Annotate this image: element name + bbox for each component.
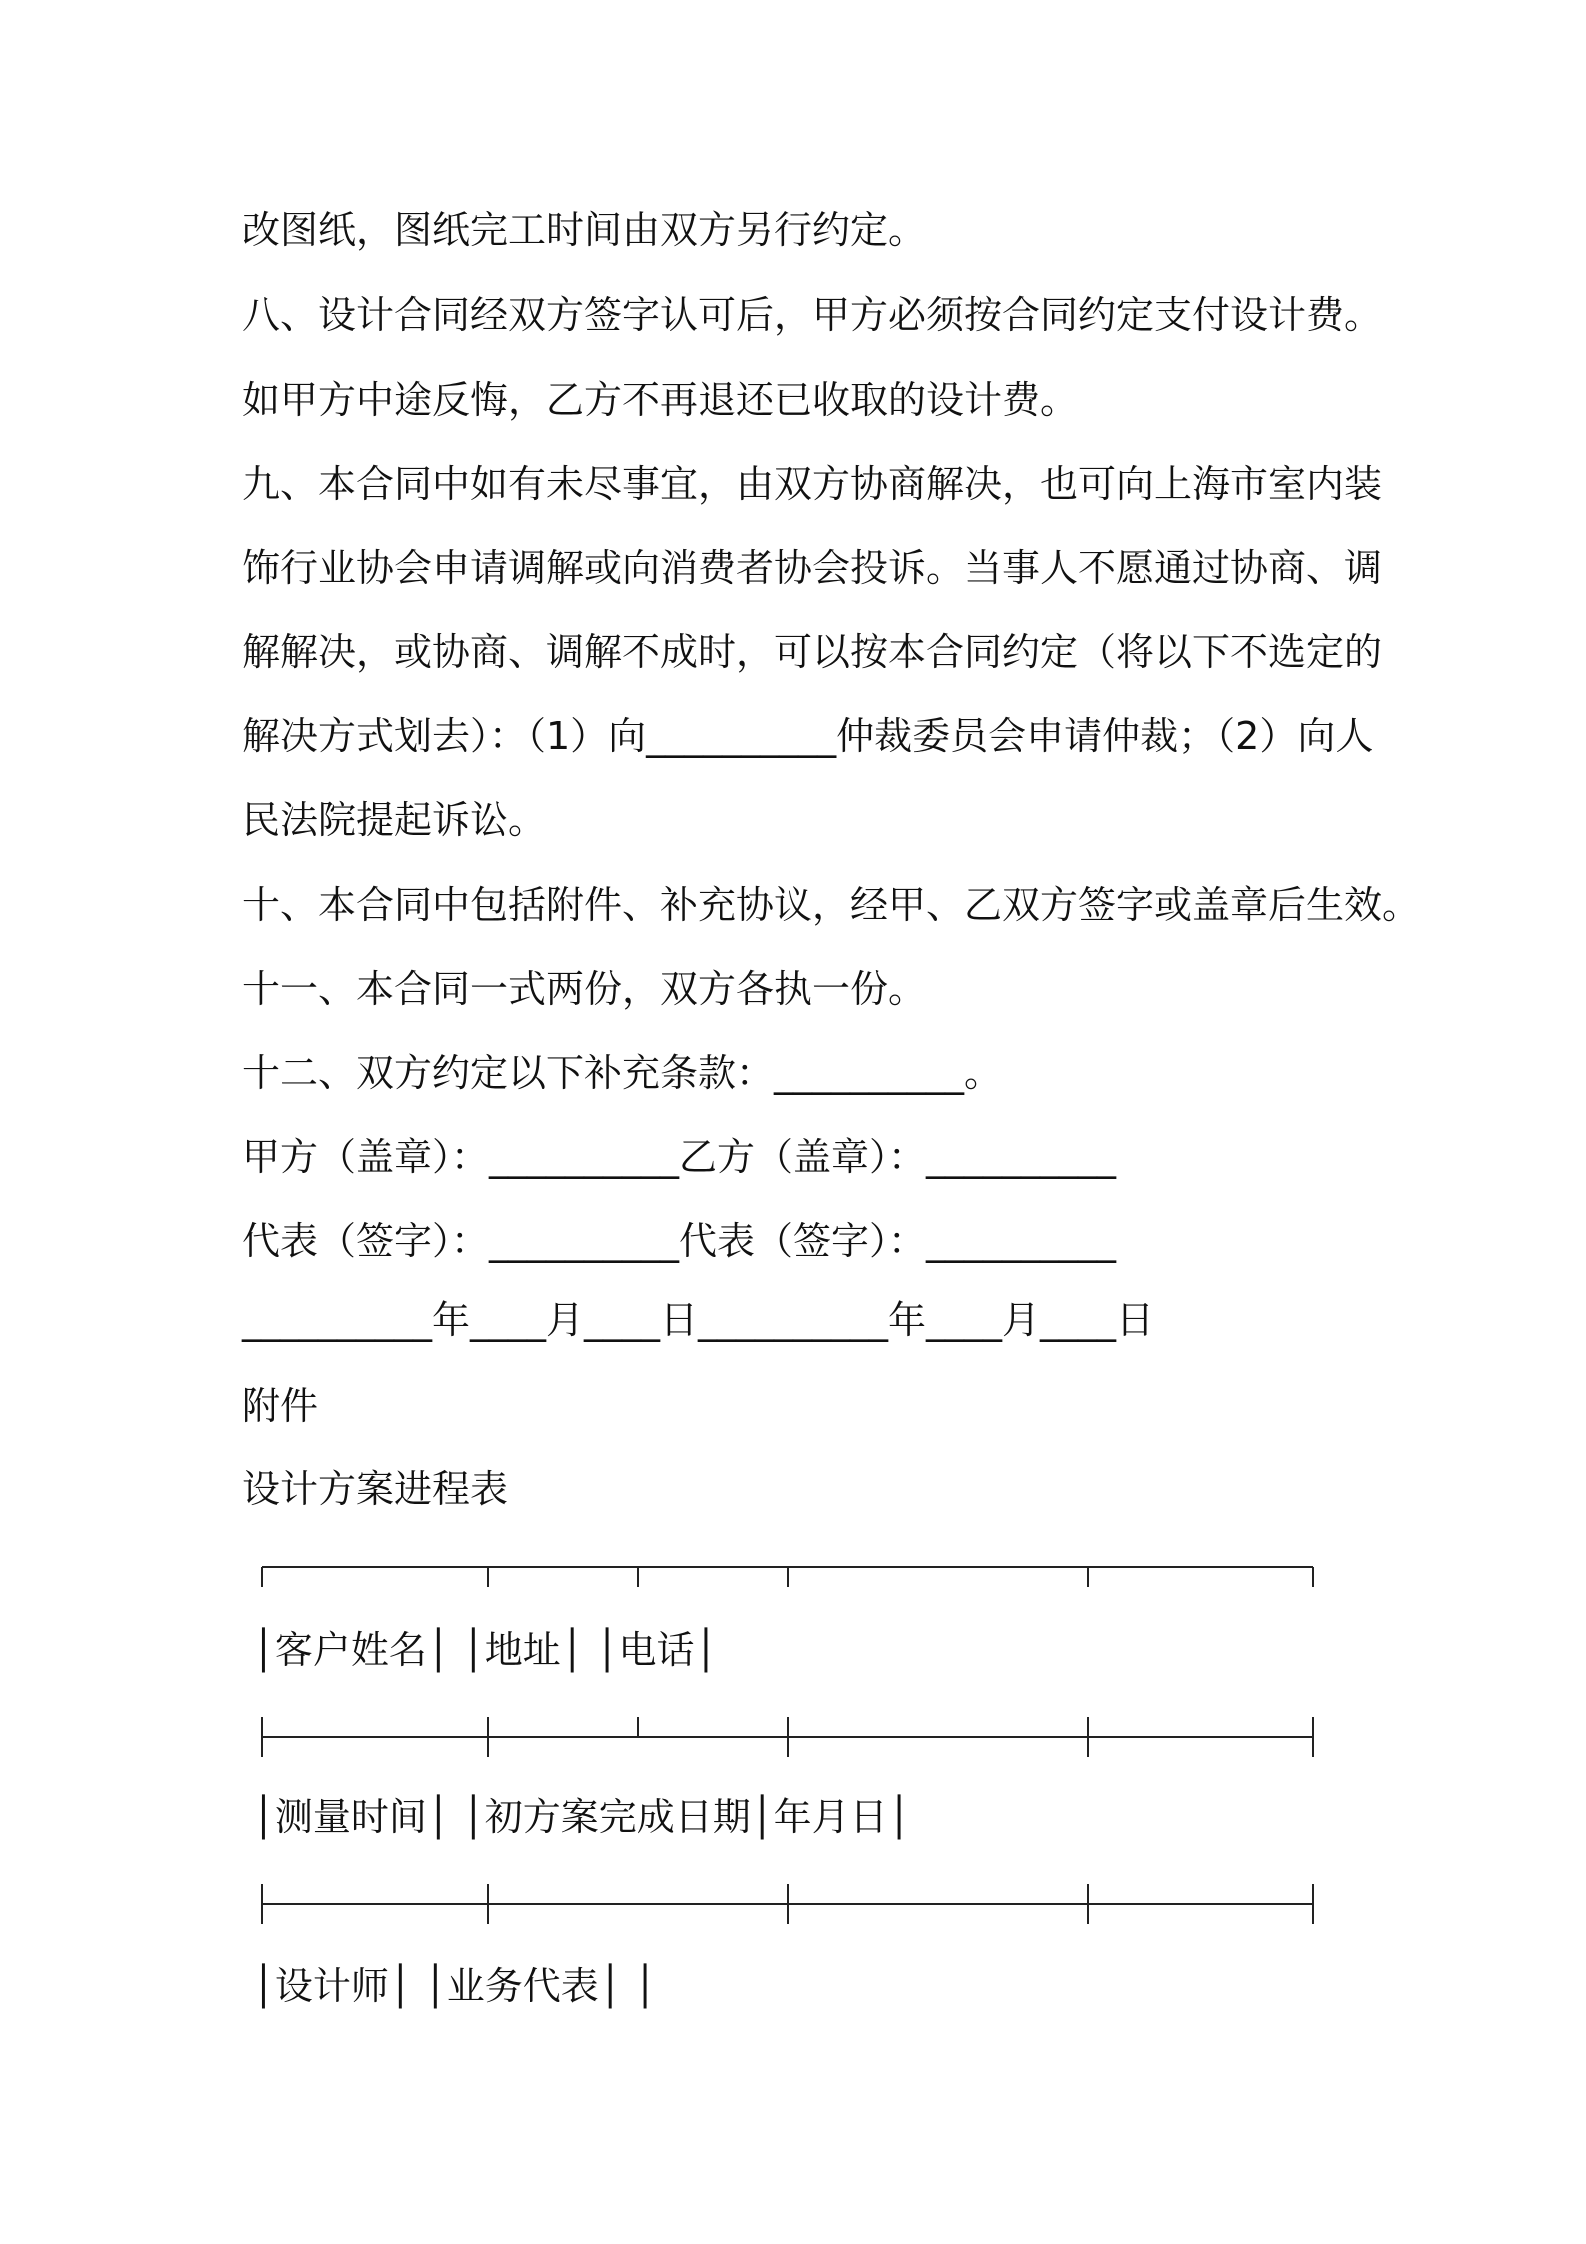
clause-10: 十、本合同中包括附件、补充协议，经甲、乙双方签字或盖章后生效。 (242, 883, 1421, 927)
table-row-customer: │客户姓名│ │地址│ │电话│ (252, 1628, 718, 1672)
signature-representative-line: 代表（签字）：__________代表（签字）：__________ (242, 1219, 1117, 1263)
text-line-1: 改图纸，图纸完工时间由双方另行约定。 (242, 208, 927, 252)
clause-9-line-4: 解决方式划去）：（1）向__________仲裁委员会申请仲裁；（2）向人 (242, 714, 1374, 758)
table-row-designer: │设计师│ │业务代表│ │ (252, 1964, 657, 2008)
clause-9-line-3: 解解决，或协商、调解不成时，可以按本合同约定（将以下不选定的 (242, 630, 1383, 674)
clause-12: 十二、双方约定以下补充条款：__________。 (242, 1051, 1003, 1095)
table-row-measurement: │测量时间│ │初方案完成日期│年月日│ (252, 1795, 911, 1839)
attachment-title: 设计方案进程表 (242, 1467, 509, 1511)
clause-9-line-2: 饰行业协会申请调解或向消费者协会投诉。当事人不愿通过协商、调 (242, 546, 1383, 590)
clause-11: 十一、本合同一式两份，双方各执一份。 (242, 967, 927, 1011)
clause-9-line-5: 民法院提起诉讼。 (242, 798, 547, 842)
signature-date-line: __________年____月____日__________年____月____日 (242, 1298, 1155, 1342)
clause-9-line-1: 九、本合同中如有未尽事宜，由双方协商解决，也可向上海市室内装 (242, 462, 1383, 506)
clause-8-line-1: 八、设计合同经双方签字认可后，甲方必须按合同约定支付设计费。 (242, 293, 1383, 337)
clause-8-line-2: 如甲方中途反悔，乙方不再退还已收取的设计费。 (242, 378, 1079, 422)
attachment-heading: 附件 (242, 1384, 319, 1428)
signature-seal-line: 甲方（盖章）：__________乙方（盖章）：__________ (242, 1135, 1117, 1179)
